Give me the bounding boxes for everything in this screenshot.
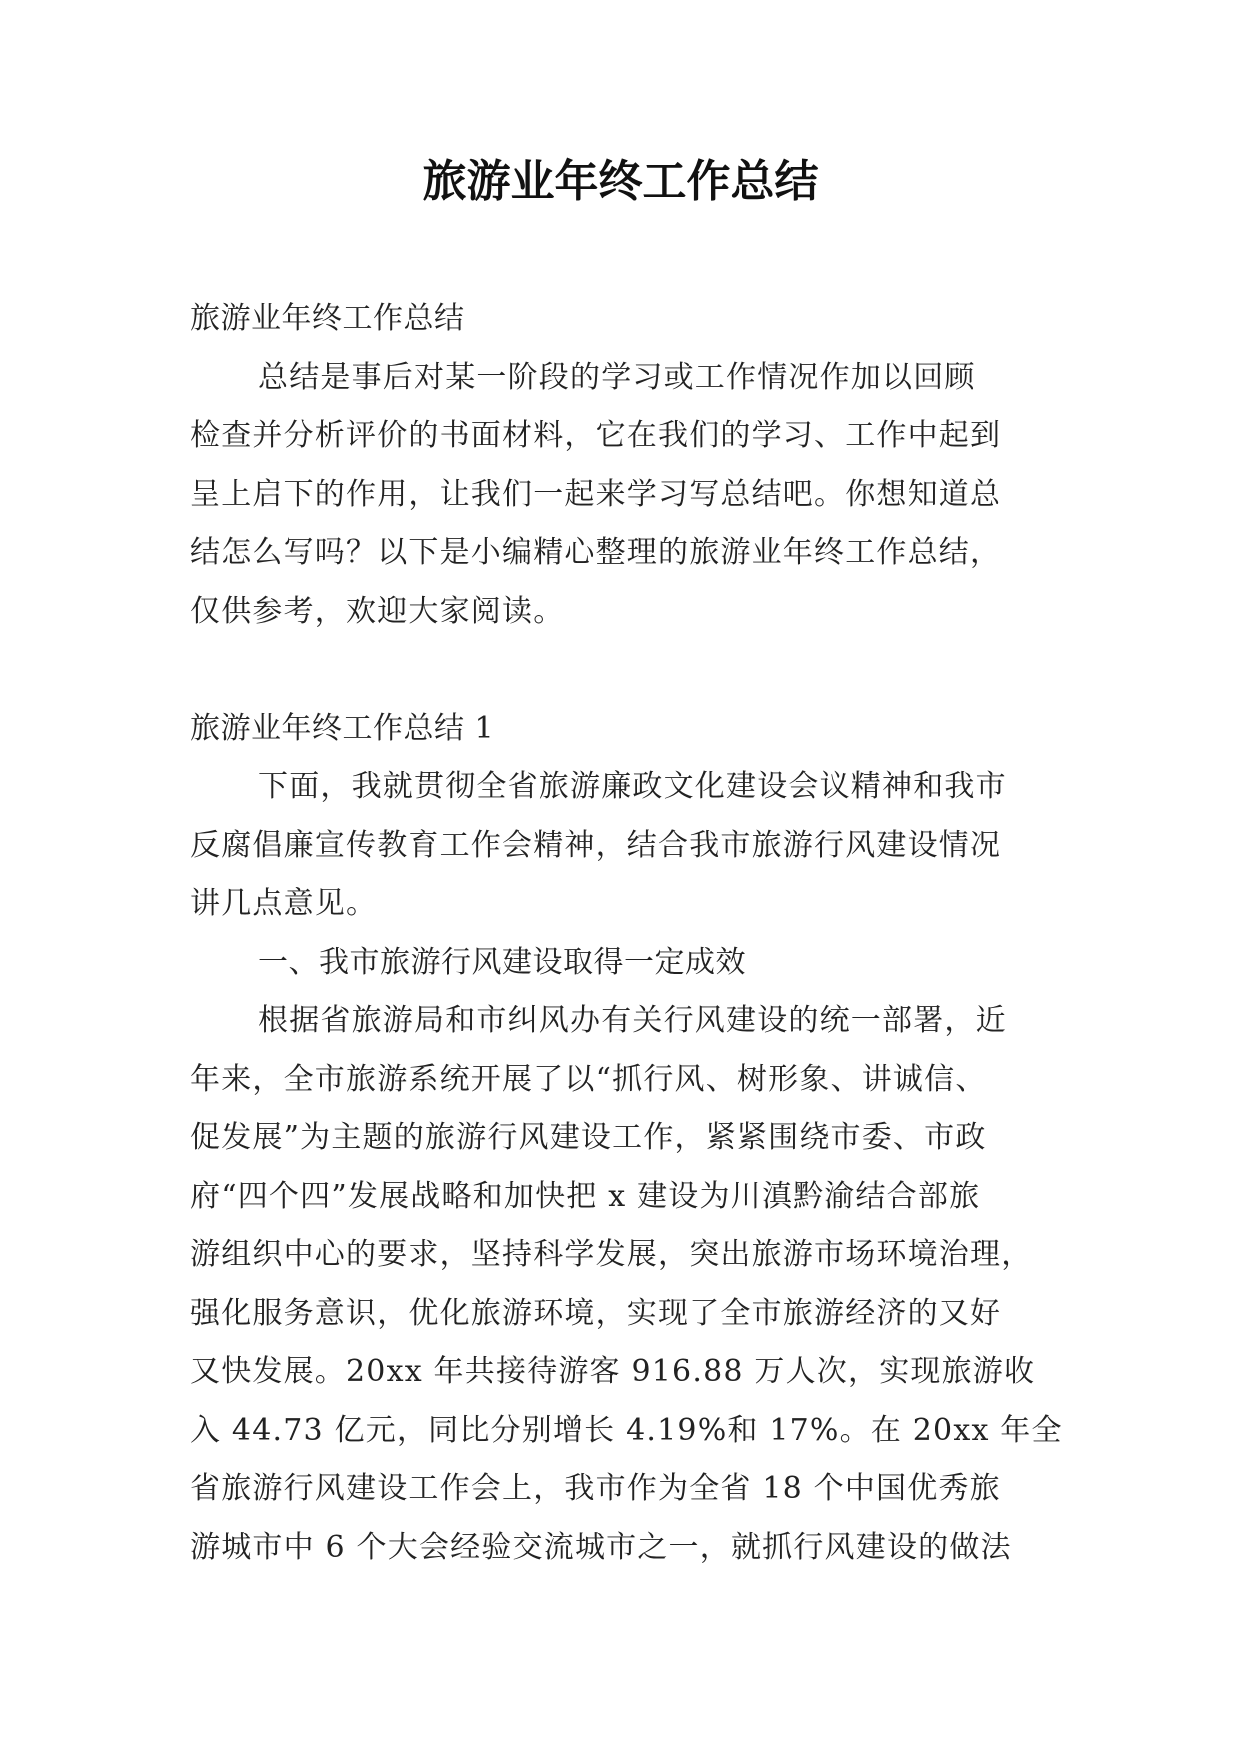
point-heading: 一、我市旅游行风建设取得一定成效 bbox=[258, 944, 746, 980]
section-paragraph bbox=[190, 758, 1065, 934]
paragraph-line: 游组织中心的要求，坚持科学发展，突出旅游市场环境治理， bbox=[190, 1237, 1033, 1272]
document-body bbox=[190, 290, 1065, 1577]
paragraph-line: 反腐倡廉宣传教育工作会精神，结合我市旅游行风建设情况 bbox=[190, 827, 1002, 863]
paragraph-line: 总结是事后对某一阶段的学习或工作情况作加以回顾 bbox=[258, 359, 976, 395]
paragraph-line: 根据省旅游局和市纠风办有关行风建设的统一部署，近 bbox=[258, 1003, 1007, 1038]
blank-line bbox=[190, 641, 1065, 700]
section-paragraph bbox=[190, 992, 1065, 1577]
paragraph-line: 呈上启下的作用，让我们一起来学习写总结吧。你想知道总 bbox=[190, 476, 1002, 512]
paragraph-line: 结怎么写吗？以下是小编精心整理的旅游业年终工作总结， bbox=[190, 535, 1002, 570]
section-heading: 旅游业年终工作总结 1 bbox=[190, 710, 495, 746]
paragraph-line: 游城市中 6 个大会经验交流城市之一，就抓行风建设的做法 bbox=[190, 1529, 1012, 1565]
paragraph-line: 又快发展。20xx 年共接待游客 916.88 万人次，实现旅游收 bbox=[190, 1354, 1036, 1389]
paragraph-line: 年来，全市旅游系统开展了以“抓行风、树形象、讲诚信、 bbox=[190, 1061, 987, 1097]
paragraph-line: 讲几点意见。 bbox=[190, 886, 378, 921]
paragraph-line: 入 44.73 亿元，同比分别增长 4.19%和 17%。在 20xx 年全 bbox=[190, 1412, 1063, 1448]
paragraph-line: 检查并分析评价的书面材料，它在我们的学习、工作中起到 bbox=[190, 418, 1002, 453]
paragraph-line: 仅供参考，欢迎大家阅读。 bbox=[190, 593, 565, 629]
paragraph-line: 下面，我就贯彻全省旅游廉政文化建设会议精神和我市 bbox=[258, 769, 1007, 804]
paragraph-line: 府“四个四”发展战略和加快把 x 建设为川滇黔渝结合部旅 bbox=[190, 1178, 981, 1214]
document-title: 旅游业年终工作总结 bbox=[422, 156, 819, 207]
document-subtitle: 旅游业年终工作总结 bbox=[190, 301, 465, 336]
paragraph-line: 省旅游行风建设工作会上，我市作为全省 18 个中国优秀旅 bbox=[190, 1471, 1001, 1506]
paragraph-line: 促发展”为主题的旅游行风建设工作，紧紧围绕市委、市政 bbox=[190, 1120, 987, 1155]
paragraph-line: 强化服务意识，优化旅游环境，实现了全市旅游经济的又好 bbox=[190, 1295, 1002, 1331]
intro-paragraph bbox=[190, 349, 1065, 642]
